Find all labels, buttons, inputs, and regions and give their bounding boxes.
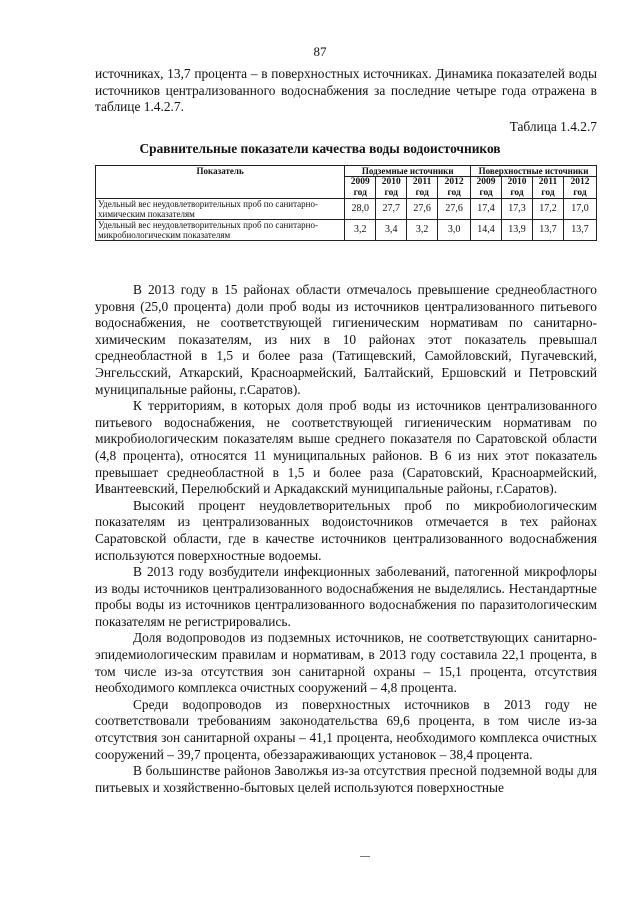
- paragraph: Доля водопроводов из подземных источников, не соответствующих санитарно-эпидемиологическим правилам и нормативам, в 2013 году составила 22,1 процента, в том числе из-за отсутствия зон санитарной охраны – 15,1 процента, отсутствия необходимого комплекса очистных сооружений – 4,8 процента.: [95, 630, 597, 696]
- year-header: [376, 177, 407, 199]
- header-underground: Подземные источники: [345, 166, 471, 177]
- table-header-row: [96, 166, 597, 177]
- year-suffix: год: [510, 187, 524, 198]
- header-surface: Поверхностные источники: [471, 166, 597, 177]
- paragraph: Среди водопроводов из поверхностных источников в 2013 году не соответствовали требованиям законодательства 69,6 процента, в том числе из-за отсутствия зон санитарной охраны – 41,1 процента, необходимого комплекса очистных сооружений – 39,7 процента, обеззараживающих установок – 38,4 процента.: [95, 696, 597, 762]
- paragraph: Высокий процент неудовлетворительных проб по микробиологическим показателям из централизованных водоисточников отмечается в тех районах Саратовской области, где в качестве источников централизованного водоснабжения используются поверхностные водоемы.: [95, 497, 597, 563]
- year-value: 2009: [476, 177, 496, 187]
- table-title: Сравнительные показатели качества воды водоисточников: [139, 141, 501, 156]
- paragraph: В 2013 году возбудители инфекционных заболеваний, патогенной микрофлоры из воды источников централизованного водоснабжения не выделялись. Нестандартные пробы воды из источников централизованного водоснабжения по паразитологическим показателям не регистрировались.: [95, 564, 597, 629]
- table-cell: 17,3: [502, 199, 533, 220]
- intro-paragraph: [95, 66, 597, 116]
- table-cell: 13,9: [502, 220, 533, 241]
- year-value: 2010: [507, 177, 527, 187]
- table-row: [96, 199, 597, 220]
- table-cell: 13,7: [532, 220, 563, 241]
- table-cell: 3,2: [345, 220, 376, 241]
- table-cell: 3,0: [438, 220, 471, 241]
- year-header: [471, 177, 502, 199]
- comparison-table: [95, 165, 597, 241]
- page-number: 87: [313, 44, 327, 59]
- header-indicator: Показатель: [96, 166, 345, 199]
- year-header: [407, 177, 438, 199]
- table-row: [96, 220, 597, 241]
- table-cell: 17,4: [471, 199, 502, 220]
- year-header: [438, 177, 471, 199]
- table-cell: 14,4: [471, 220, 502, 241]
- paragraph: К территориям, в которых доля проб воды из источников централизованного питьевого водоснабжения, не соответствующей гигиеническим нормативам по микробиологическим показателям выше среднего показателя по Саратовской области (4,8 процента), относятся 11 муниципальных районов. В 6 из них этот показатель превышает среднеобластной в 1,5 и более раза (Саратовский, Красноармейский, Ивантеевский, Перелюбский и Аркадакский муниципальные районы, г.Саратов).: [95, 398, 597, 497]
- intro-text: источниках, 13,7 процента – в поверхностных источниках. Динамика показателей воды источников централизованного водоснабжения за последние четыре года отражена в таблице 1.4.2.7.: [95, 66, 597, 115]
- year-header: [502, 177, 533, 199]
- year-suffix: год: [415, 187, 429, 198]
- year-suffix: год: [479, 187, 493, 198]
- paragraph: В 2013 году в 15 районах области отмечалось превышение среднеобластного уровня (25,0 процента) доли проб воды из источников централизованного питьевого водоснабжения, не соответствующей гигиеническим нормативам по санитарно-химическим показателям, из них в 10 районах этот показатель превышал среднеобластной в 1,5 и более раза (Татищевский, Самойловский, Пугачевский, Энгельсский, Аткарский, Красноармейский, Балтайский, Ершовский и Петровский муниципальные районы, г.Саратов).: [95, 282, 597, 397]
- table-label: Таблица 1.4.2.7: [509, 119, 597, 134]
- row-indicator-name: Удельный вес неудовлетворительных проб по санитарно-химическим показателям: [96, 199, 345, 220]
- table-cell: 17,2: [532, 199, 563, 220]
- row-indicator-name: Удельный вес неудовлетворительных проб по санитарно-микробиологическим показателям: [96, 220, 345, 241]
- year-suffix: год: [541, 187, 555, 198]
- year-suffix: год: [447, 187, 461, 198]
- year-value: 2012: [570, 177, 590, 187]
- table-cell: 28,0: [345, 199, 376, 220]
- year-header: [563, 177, 596, 199]
- table-cell: 3,4: [376, 220, 407, 241]
- year-suffix: год: [573, 187, 587, 198]
- table-cell: 27,6: [438, 199, 471, 220]
- body-text: [95, 282, 597, 796]
- table-cell: 13,7: [563, 220, 596, 241]
- footer-mark: [360, 856, 370, 857]
- table-cell: 27,6: [407, 199, 438, 220]
- year-header: [345, 177, 376, 199]
- year-suffix: год: [384, 187, 398, 198]
- year-value: 2011: [538, 177, 558, 187]
- table-cell: 17,0: [563, 199, 596, 220]
- year-value: 2009: [350, 177, 370, 187]
- year-value: 2012: [444, 177, 464, 187]
- year-value: 2010: [381, 177, 401, 187]
- paragraph: В большинстве районов Заволжья из-за отсутствия пресной подземной воды для питьевых и хозяйственно-бытовых целей используются поверхностные: [95, 763, 597, 795]
- table-cell: 27,7: [376, 199, 407, 220]
- year-suffix: год: [353, 187, 367, 198]
- year-header: [532, 177, 563, 199]
- table-cell: 3,2: [407, 220, 438, 241]
- year-value: 2011: [412, 177, 432, 187]
